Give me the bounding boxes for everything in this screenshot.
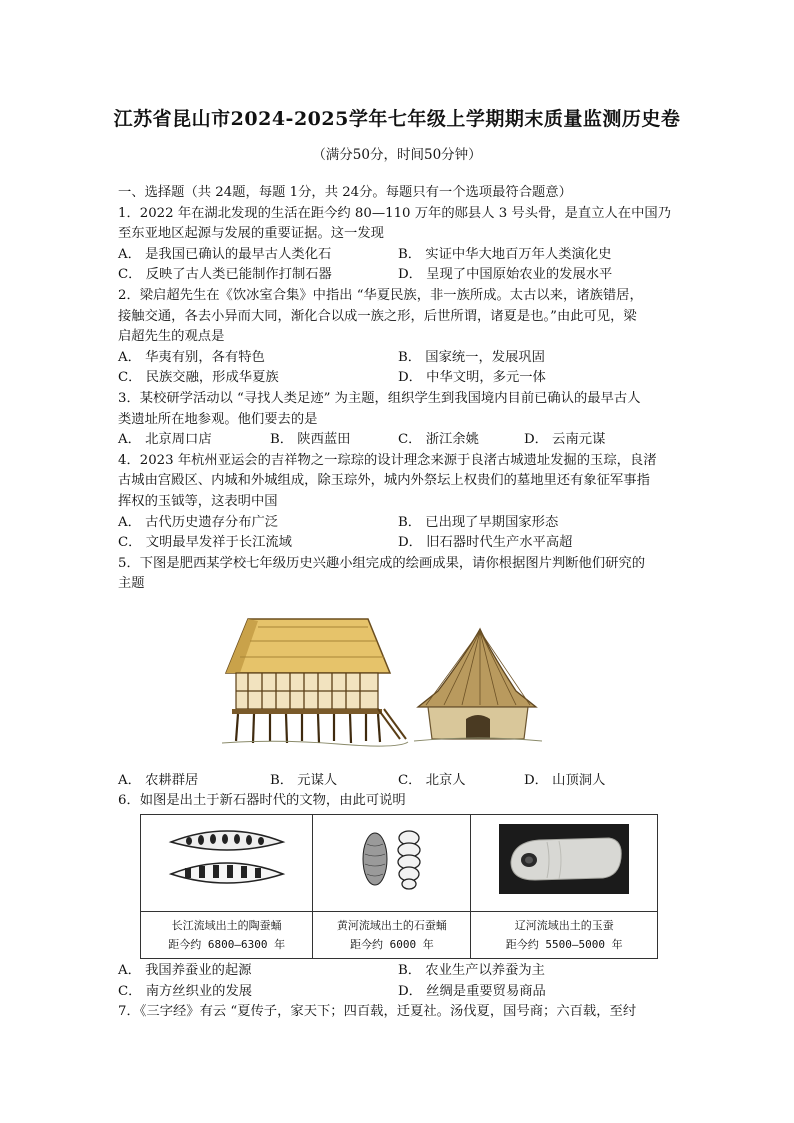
- option-b[interactable]: B． 实证中华大地百万年人类演化史: [398, 246, 612, 262]
- artifact-caption-name: 黄河流域出土的石蚕蛹: [336, 919, 447, 933]
- question-text-line: 5．下图是肥西某学校七年级历史兴趣小组完成的绘画成果，请你根据图片判断他们研究的: [118, 555, 646, 571]
- question-4: [118, 451, 684, 554]
- question-text-line: 3．某校研学活动以 “寻找人类足迹” 为主题，组织学生到我国境内目前已确认的最早古人: [118, 390, 641, 406]
- question-1: [118, 204, 684, 286]
- question-text-line: 主题: [118, 576, 145, 592]
- question-text-line: 4．2023 年杭州亚运会的吉祥物之一琮琮的设计理念来源于良渚古城遗址发掘的玉琮，良渚: [118, 452, 657, 468]
- question-2: [118, 286, 684, 389]
- artifact-table: [140, 814, 658, 959]
- pottery-silkworm-image: [167, 824, 287, 894]
- page-subtitle: （满分50分，时间50分钟）: [312, 147, 482, 163]
- exam-content: [118, 183, 684, 1023]
- artifact-caption-date: 距今约 6800—6300 年: [168, 938, 286, 952]
- round-hut-image: [414, 629, 542, 741]
- question-6: [118, 791, 684, 1002]
- question-text-line: 1．2022 年在湖北发现的生活在距今约 80—110 万年的郧县人 3 号头骨，是直立人在中国乃: [118, 205, 671, 221]
- artifact-caption-date: 距今约 6000 年: [349, 938, 434, 952]
- question-text-line: 7．《三字经》有云 “夏传子，家天下；四百载，迁夏社。汤伐夏，国号商；六百载，至纣: [118, 1004, 637, 1020]
- question-3: [118, 389, 684, 451]
- question-5: [118, 554, 684, 792]
- option-a[interactable]: A． 我国养蚕业的起源: [118, 963, 252, 979]
- jade-silkworm-image: [499, 824, 629, 894]
- option-a[interactable]: A． 是我国已确认的最早古人类化石: [118, 246, 332, 262]
- question-text-line: 2．梁启超先生在《饮冰室合集》中指出 “华夏民族，非一族所成。太古以来，诸族错居，: [118, 287, 643, 303]
- artifact-caption-name: 辽河流域出土的玉蚕: [514, 919, 614, 933]
- option-a[interactable]: A． 华夷有别，各有特色: [118, 349, 265, 365]
- option-d[interactable]: D． 中华文明，多元一体: [398, 370, 546, 386]
- stilt-house-image: [222, 619, 408, 746]
- option-d[interactable]: D． 旧石器时代生产水平高超: [398, 535, 573, 551]
- question-7: [118, 1002, 684, 1023]
- option-c[interactable]: C． 反映了古人类已能制作打制石器: [118, 267, 332, 283]
- option-d[interactable]: D． 云南元谋: [524, 432, 606, 448]
- question-text-line: 6．如图是出土于新石器时代的文物，由此可说明: [118, 793, 406, 809]
- artifact-image-cell: [141, 815, 313, 912]
- artifact-caption-name: 长江流域出土的陶蚕蛹: [171, 919, 282, 933]
- option-d[interactable]: D． 丝绸是重要贸易商品: [398, 983, 546, 999]
- option-b[interactable]: B． 陕西蓝田: [270, 432, 351, 448]
- dwelling-drawing: [218, 611, 548, 751]
- question-text-line: 挥权的玉钺等，这表明中国: [118, 493, 278, 509]
- artifact-caption-cell: [141, 912, 313, 959]
- question-text-line: 至东亚地区起源与发展的重要证据。这一发现: [118, 226, 384, 242]
- question-text-line: 接触交通，各去小异而大同，渐化合以成一族之形，后世所谓，诸夏是也。”由此可见，梁: [118, 308, 637, 324]
- option-b[interactable]: B． 农业生产以养蚕为主: [398, 963, 545, 979]
- option-c[interactable]: C． 文明最早发祥于长江流域: [118, 535, 292, 551]
- artifact-image-cell: [313, 815, 471, 912]
- question-text-line: 古城由宫殿区、内城和外城组成，除玉琮外，城内外祭坛上权贵们的墓地里还有象征军事指: [118, 473, 650, 489]
- option-b[interactable]: B． 已出现了早期国家形态: [398, 514, 559, 530]
- option-a[interactable]: A． 古代历史遗存分布广泛: [118, 514, 279, 530]
- section-heading: 一、选择题（共 24题，每题 1分，共 24分。每题只有一个选项最符合题意）: [118, 185, 572, 200]
- stone-silkworm-image: [347, 824, 437, 894]
- option-b[interactable]: B． 元谋人: [270, 772, 338, 788]
- option-c[interactable]: C． 南方丝织业的发展: [118, 983, 253, 999]
- option-a[interactable]: A． 北京周口店: [118, 432, 212, 448]
- option-c[interactable]: C． 浙江余姚: [398, 432, 479, 448]
- option-b[interactable]: B． 国家统一，发展巩固: [398, 349, 545, 365]
- artifact-caption-date: 距今约 5500—5000 年: [505, 938, 623, 952]
- dwelling-illustration: [118, 595, 684, 771]
- artifact-caption-cell: [471, 912, 658, 959]
- question-text-line: 类遗址所在地参观。他们要去的是: [118, 411, 318, 427]
- artifact-caption-cell: [313, 912, 471, 959]
- option-d[interactable]: D． 呈现了中国原始农业的发展水平: [398, 267, 613, 283]
- question-text-line: 启超先生的观点是: [118, 329, 225, 345]
- option-a[interactable]: A． 农耕群居: [118, 772, 199, 788]
- option-c[interactable]: C． 北京人: [398, 772, 466, 788]
- option-c[interactable]: C． 民族交融，形成华夏族: [118, 370, 279, 386]
- option-d[interactable]: D． 山顶洞人: [524, 772, 606, 788]
- page-title: 江苏省昆山市2024-2025学年七年级上学期期末质量监测历史卷: [113, 108, 681, 130]
- artifact-image-cell: [471, 815, 658, 912]
